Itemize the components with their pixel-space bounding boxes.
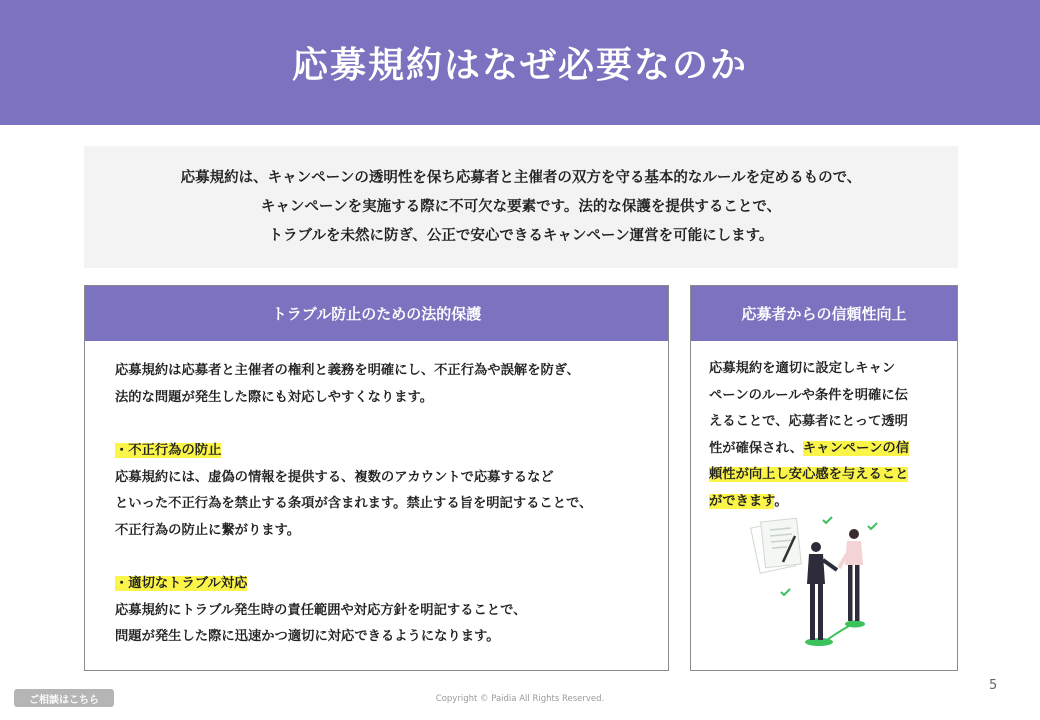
body-line: 法的な問題が発生した際にも対応しやすくなります。 (115, 389, 434, 405)
slide-header (0, 0, 1040, 125)
card-header (85, 286, 668, 341)
body-line: 応募規約を適切に設定しキャン (709, 361, 896, 376)
section-heading: ・適切なトラブル対応 (115, 576, 248, 591)
body-line: えることで、応募者にとって透明 (709, 414, 908, 429)
highlighted-text: 頼性が向上し安心感を与えること (709, 467, 909, 482)
card-title: トラブル防止のための法的保護 (271, 305, 482, 323)
card-body (85, 341, 668, 651)
section-heading: ・不正行為の防止 (115, 443, 222, 458)
card-header (691, 286, 957, 341)
contact-button[interactable]: ご相談はこちら (14, 689, 114, 707)
page-number: 5 (989, 678, 998, 693)
highlighted-text: ができます (709, 493, 775, 509)
intro-box (84, 146, 958, 268)
intro-line: トラブルを未然に防ぎ、公正で安心できるキャンペーン運営を可能にします。 (268, 227, 774, 244)
slide-title: 応募規約はなぜ必要なのか (291, 45, 748, 86)
intro-line: キャンペーンを実施する際に不可欠な要素です。法的な保護を提供することで、 (260, 198, 782, 215)
body-line: 応募規約は応募者と主催者の権利と義務を明確にし、不正行為や誤解を防ぎ、 (115, 363, 580, 378)
copyright-text: Copyright © Paidia All Rights Reserved. (435, 694, 605, 704)
intro-line: 応募規約は、キャンペーンの透明性を保ち応募者と主催者の双方を守る基本的なルールを定めるもので、 (180, 169, 862, 186)
body-line: ペーンのルールや条件を明確に伝 (709, 387, 908, 403)
body-line: 応募規約には、虚偽の情報を提供する、複数のアカウントで応募するなど (115, 469, 554, 485)
card-body (691, 341, 957, 515)
body-line: ができます。 (709, 493, 788, 509)
body-line: 応募規約にトラブル発生時の責任範囲や対応方針を明記することで、 (115, 602, 527, 618)
body-line: といった不正行為を禁止する条項が含まれます。禁止する旨を明記することで、 (115, 496, 593, 511)
body-line: 問題が発生した際に迅速かつ適切に対応できるようになります。 (115, 629, 500, 644)
body-line: 性が確保され、キャンペーンの信 (709, 440, 909, 456)
handshake-illustration-icon (743, 514, 893, 654)
legal-protection-card (84, 285, 669, 671)
body-line (709, 462, 939, 489)
trust-card (690, 285, 958, 671)
card-title: 応募者からの信頼性向上 (741, 305, 907, 323)
body-line: 不正行為の防止に繋がります。 (115, 522, 301, 538)
highlighted-text: キャンペーンの信 (802, 440, 909, 456)
